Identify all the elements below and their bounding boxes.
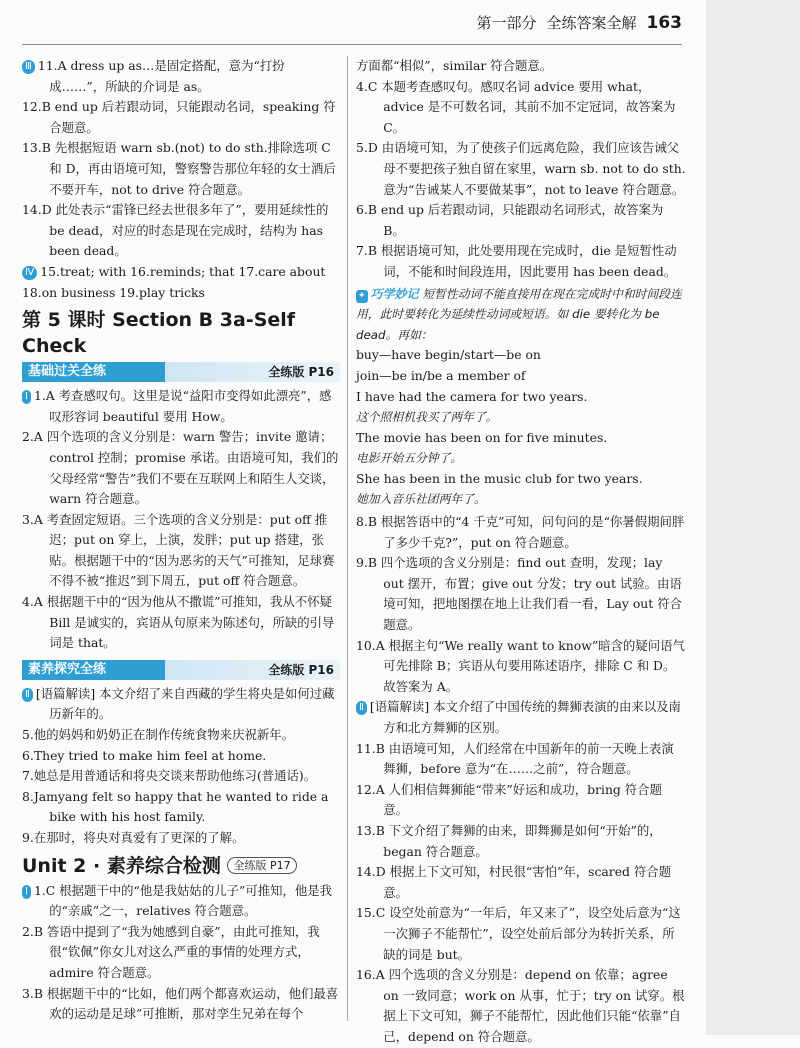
header-section: 第一部分: [476, 14, 537, 32]
memory-tip: [356, 284, 686, 511]
answer-item: [22, 984, 340, 1025]
basic-answers: [22, 386, 340, 654]
answer-item: [22, 684, 340, 725]
answer-text: 7.她总是用普通话和将央交谈来帮助他练习(普通话)。: [22, 768, 317, 784]
answer-text: 4.C 本题考查感叹句。感叹名词 advice 要用 what，advice 是不可数名词，其前不加不定冠词，故答案为 C。: [356, 78, 676, 135]
answer-text: 13.B 先根据短语 warn sb.(not) to do sth.排除选项 C 和 D，再由语境可知，警察警告那位年轻的女士酒后不要开车，not to drive 符合题意。: [22, 140, 336, 197]
tip-icon: ✦: [358, 290, 366, 301]
memory-tip-line: She has been in the music club for two years.: [356, 470, 643, 486]
answer-text: 15.C 设空处前意为“一年后，年又来了”，设空处后意为“这一次狮子不能帮忙”，设空处前后部分为转折关系，所缺的词是 but。: [356, 905, 681, 962]
answer-item: [356, 77, 686, 139]
part-number-badge: Ⅱ: [22, 688, 33, 702]
part-number-badge: Ⅰ: [22, 390, 31, 404]
answer-item: [22, 787, 340, 828]
answer-text: 1.C 根据题干中的“他是我姑姑的儿子”可推知，他是我的“亲戚”之一，relatives 符合题意。: [33, 882, 333, 919]
answer-text: 5.他的妈妈和奶奶正在制作传统食物来庆祝新年。: [22, 727, 295, 743]
answer-item: [22, 200, 340, 262]
memory-tip-line: 电影开始五分钟了。: [356, 451, 463, 466]
bar-ref: 全练版 P16: [268, 662, 334, 677]
memory-tip-line: 她加入音乐社团两年了。: [356, 492, 486, 507]
memory-tip-line: join—be in/be a member of: [356, 367, 526, 383]
unit-answers: [22, 881, 340, 1025]
part-number-badge: Ⅰ: [22, 885, 31, 899]
answer-item: [356, 862, 686, 903]
answer-text: 8.Jamyang felt so happy that he wanted to ride a bike with his host family.: [22, 788, 329, 825]
part-number-badge: Ⅳ: [22, 266, 37, 280]
answer-item: [356, 697, 686, 738]
answer-item: [22, 56, 340, 97]
memory-tip-tag: [356, 284, 419, 305]
explore-answers: [22, 684, 340, 849]
answer-text: 4.A 根据题干中的“因为他从不撒谎”可推知，我从不怀疑 Bill 是诚实的，宾语从句原来为陈述句，所缺的引导词是 that。: [22, 594, 335, 651]
answer-item: [22, 725, 340, 746]
answer-text: 9.B 四个选项的含义分别是：find out 查明，发现；lay out 摆开，布置；give out 分发；try out 试验。由语境可知，把地图摆在地上让我们看一看，Lay out 符合题意。: [356, 555, 682, 633]
answer-text: 2.A 四个选项的含义分别是：warn 警告；invite 邀请；control 控制；promise 承诺。由语境可知，我们的父母经常“警告”我们不要在互联网上和陌生人交谈，warn 符合题意。: [22, 429, 339, 507]
left-column: [22, 56, 340, 1025]
answer-text: 7.B 根据语境可知，此处要用现在完成时，die 是短暂性动词，不能和时间段连用，因此要用 has been dead。: [356, 243, 677, 279]
right-column: [356, 56, 686, 1048]
answer-item: [22, 881, 340, 922]
column-divider: [347, 56, 348, 1021]
memory-tip-line: The movie has been on for five minutes.: [356, 429, 608, 445]
unit-title: [22, 853, 340, 879]
memory-tip-line: 这个照相机我买了两年了。: [356, 410, 498, 425]
unit-title-text: Unit 2 · 素养综合检测: [22, 854, 221, 877]
answer-item: [22, 766, 340, 787]
answer-item: [356, 56, 686, 77]
answer-item: [22, 922, 340, 984]
answer-item: [22, 510, 340, 592]
answer-text: 12.A 人们相信舞狮能“带来”好运和成功，bring 符合题意。: [356, 781, 662, 818]
memory-tip-text: 短暂性动词不能直接用在现在完成时中和时间段连用，此时要转化为延续性动词或短语。如 die 要转化为 be dead。再如：: [356, 286, 682, 342]
answer-text: 3.A 考查固定短语。三个选项的含义分别是：put off 推迟；put on 穿上，上演，发胖；put up 搭建，张贴。根据题干中的“因为恶劣的天气”可推知，足球赛不得不被“推迟”到下周五，put off 符合题意。: [22, 511, 335, 589]
answer-item: [356, 636, 686, 698]
answer-item: [356, 200, 686, 241]
answer-text: 11.A dress up as…是固定搭配，意为“打扮成……”，所缺的介词是 as。: [37, 58, 285, 94]
answer-text: [语篇解读] 本文介绍了中国传统的舞狮表演的由来以及南方和北方舞狮的区别。: [369, 699, 681, 735]
answer-text: 2.B 答语中提到了“我为她感到自豪”，由此可推知，我很“钦佩”你女儿对这么严重的事情的处理方式，admire 符合题意。: [22, 923, 320, 980]
memory-tip-label: 巧学妙记: [370, 286, 419, 301]
memory-tip-line: I have had the camera for two years.: [356, 388, 588, 404]
answer-text: 方面都“相似”，similar 符合题意。: [356, 58, 553, 73]
answer-item: [22, 828, 340, 849]
answer-text: 18.on business 19.play tricks: [22, 284, 205, 300]
running-header: [476, 12, 682, 33]
answer-text: 14.D 此处表示“雷锋已经去世很多年了”，要用延续性的 be dead，对应的时态是现在完成时，结构为 has been dead。: [22, 202, 329, 259]
lesson-title: 第 5 课时 Section B 3a-Self Check: [22, 309, 296, 358]
basic-practice-bar: [22, 362, 340, 382]
answer-text: 1.A 考查感叹句。这里是说“益阳市变得如此漂亮”，感叹形容词 beautiful 要用 How。: [33, 388, 332, 424]
answer-item: [356, 821, 686, 862]
answer-text: 16.A 四个选项的含义分别是：depend on 依靠；agree on 一致同意；work on 从事，忙于；try on 试穿。根据上下文可知，狮子不能帮忙，因此他们只能“依靠”自己，depend on 符合题意。: [356, 967, 685, 1044]
answer-item: [356, 241, 686, 282]
answer-item: [356, 138, 686, 200]
answer-item: [22, 283, 340, 304]
answers-a: [356, 56, 686, 283]
answers-b: [356, 512, 686, 1047]
part-number-badge: Ⅱ: [356, 701, 367, 715]
answer-item: [22, 262, 340, 283]
answer-text: 6.B end up 后若跟动词，只能跟动名词形式，故答案为 B。: [356, 202, 664, 238]
bar-label: 素养探究全练: [28, 661, 107, 677]
top-answers: [22, 56, 340, 303]
header-title: 全练答案全解: [546, 14, 637, 32]
answer-item: [22, 97, 340, 138]
answer-item: [22, 592, 340, 654]
bar-label: 基础过关全练: [28, 364, 107, 380]
answer-text: 3.B 根据题干中的“比如，他们两个都喜欢运动，他们最喜欢的运动是足球”可推断，那对孪生兄弟在每个: [22, 985, 339, 1022]
answer-text: 12.B end up 后若跟动词，只能跟动名词，speaking 符合题意。: [22, 99, 336, 135]
page-edge: [706, 0, 800, 1035]
answer-item: [356, 739, 686, 780]
answer-text: 9.在那时，将央对真爱有了更深的了解。: [22, 830, 245, 845]
answer-item: [356, 903, 686, 965]
answer-text: 5.D 由语境可知，为了使孩子们远离危险，我们应该告诫父母不要把孩子独自留在家里，warn sb. not to do sth.意为“告诫某人不要做某事”，not to leave 符合题意。: [356, 140, 686, 197]
answer-text: 10.A 根据主句“We really want to know”暗含的疑问语气可先排除 B；宾语从句要用陈述语序，排除 C 和 D。故答案为 A。: [356, 637, 685, 694]
explore-practice-bar: [22, 660, 340, 680]
answer-text: 6.They tried to make him feel at home.: [22, 747, 267, 763]
page-number: 163: [646, 12, 682, 33]
answer-item: [356, 553, 686, 635]
answer-text: 8.B 根据答语中的“4 千克”可知，问句问的是“你暑假期间胖了多少千克?”，put on 符合题意。: [356, 514, 685, 550]
answer-item: [356, 965, 686, 1047]
answer-item: [356, 780, 686, 821]
answer-item: [356, 512, 686, 553]
answer-item: [22, 427, 340, 509]
answer-text: 13.B 下文介绍了舞狮的由来，即舞狮是如何“开始”的，began 符合题意。: [356, 822, 662, 859]
memory-tip-line: buy—have begin/start—be on: [356, 347, 541, 363]
answer-text: [语篇解读] 本文介绍了来自西藏的学生将央是如何过藏历新年的。: [35, 685, 335, 722]
answer-text: 15.treat; with 16.reminds; that 17.care about: [40, 263, 326, 279]
bar-ref: 全练版 P16: [268, 365, 334, 380]
answer-item: [22, 138, 340, 200]
header-rule: [22, 44, 682, 45]
memory-tip-line-first: [356, 284, 686, 346]
answer-text: 11.B 由语境可知，人们经常在中国新年的前一天晚上表演舞狮，before 意为“在……之前”，符合题意。: [356, 740, 674, 777]
unit-badge: 全练版 P17: [227, 857, 296, 874]
answer-item: [22, 386, 340, 427]
answer-item: [22, 746, 340, 767]
part-number-badge: Ⅲ: [22, 60, 35, 74]
answer-text: 14.D 根据上下文可知，村民很“害怕”年，scared 符合题意。: [356, 864, 672, 900]
